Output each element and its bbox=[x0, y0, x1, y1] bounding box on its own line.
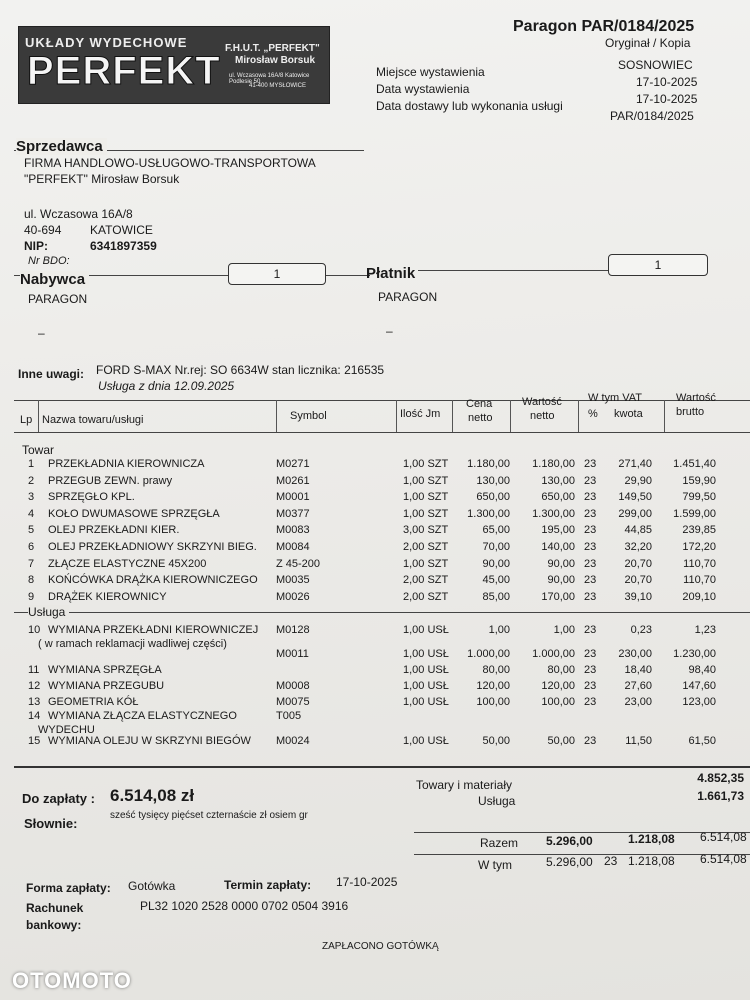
cell-gross: 1.599,00 bbox=[673, 507, 716, 520]
table-row bbox=[0, 735, 750, 751]
table-row bbox=[0, 475, 750, 491]
cell-name: KOŁO DWUMASOWE SPRZĘGŁA bbox=[48, 507, 220, 520]
cell-net: 90,00 bbox=[547, 574, 575, 587]
buyer-heading: Nabywca bbox=[20, 271, 89, 288]
col-divider bbox=[396, 400, 397, 432]
cell-vat-pct: 23 bbox=[584, 680, 597, 692]
amount-in-words: sześć tysięcy pięćset czternaście zł osiem gr bbox=[110, 810, 308, 821]
cell-name: KOŃCÓWKA DRĄŻKA KIEROWNICZEGO bbox=[48, 574, 258, 587]
cell-net: 170,00 bbox=[541, 590, 575, 603]
cell-vat: 20,70 bbox=[624, 557, 652, 570]
cell-name: OLEJ PRZEKŁADNIOWY SKRZYNI BIEG. bbox=[48, 541, 257, 553]
cell-name: PRZEKŁADNIA KIEROWNICZA bbox=[48, 458, 205, 470]
incl-vat-pct: 23 bbox=[604, 854, 618, 868]
cell-symbol: M0075 bbox=[276, 696, 310, 708]
cell-vat-pct: 23 bbox=[584, 557, 597, 570]
cell-gross: 1,23 bbox=[694, 624, 716, 636]
incl-net: 5.296,00 bbox=[546, 855, 593, 869]
cell-name: WYMIANA PRZEGUBU bbox=[48, 680, 165, 692]
document-ref: PAR/0184/2025 bbox=[610, 109, 694, 123]
cell-net: 1.300,00 bbox=[532, 507, 575, 520]
cell-name: ZŁĄCZE ELASTYCZNE 45X200 bbox=[48, 557, 207, 570]
cell-qty: 1,00 SZT bbox=[403, 491, 449, 504]
cell-price: 85,00 bbox=[482, 590, 510, 603]
cell-lp: 14 bbox=[28, 710, 41, 722]
cell-vat: 18,40 bbox=[624, 664, 652, 676]
otomoto-watermark: OTOMOTO bbox=[12, 968, 132, 993]
cell-vat: 39,10 bbox=[624, 590, 652, 603]
seller-nip-label: NIP: bbox=[24, 239, 48, 253]
notes-label: Inne uwagi: bbox=[18, 367, 84, 381]
cell-price: 650,00 bbox=[476, 491, 510, 504]
cell-symbol: M0008 bbox=[276, 680, 310, 692]
service-date: Usługa z dnia 12.09.2025 bbox=[98, 379, 235, 393]
header-symbol: Symbol bbox=[290, 410, 327, 422]
seller-bdo-label: Nr BDO: bbox=[28, 255, 70, 267]
cell-price: 120,00 bbox=[476, 680, 510, 692]
table-row bbox=[0, 558, 750, 574]
payer-heading: Płatnik bbox=[366, 265, 416, 282]
col-divider bbox=[578, 400, 579, 432]
cell-lp: 8 bbox=[28, 574, 35, 587]
cell-qty: 2,00 SZT bbox=[403, 574, 449, 587]
cell-note: ( w ramach reklamacji wadliwej części) bbox=[38, 638, 227, 650]
cell-lp: 1 bbox=[28, 458, 35, 470]
cell-lp: 5 bbox=[28, 524, 35, 537]
cell-lp: 6 bbox=[28, 541, 35, 553]
incl-vat: 1.218,08 bbox=[628, 854, 675, 868]
cell-vat-pct: 23 bbox=[584, 624, 597, 636]
header-name: Nazwa towaru/usługi bbox=[42, 414, 144, 426]
cell-vat-pct: 23 bbox=[584, 541, 597, 553]
cell-qty: 1,00 USŁ bbox=[403, 735, 449, 747]
buyer-box: 1 bbox=[228, 263, 326, 285]
cell-price: 90,00 bbox=[482, 557, 510, 570]
cell-lp: 10 bbox=[28, 624, 41, 636]
seller-nip: 6341897359 bbox=[90, 239, 157, 253]
cell-gross: 147,60 bbox=[682, 680, 716, 692]
cell-qty: 1,00 SZT bbox=[403, 458, 449, 470]
cell-lp: 12 bbox=[28, 680, 41, 692]
cell-gross: 209,10 bbox=[682, 590, 716, 603]
services-divider bbox=[14, 612, 750, 613]
table-row bbox=[0, 680, 750, 696]
table-row bbox=[0, 508, 750, 524]
cell-qty: 3,00 SZT bbox=[403, 524, 449, 537]
logo-brand: PERFEKT bbox=[27, 49, 221, 93]
cell-name: WYMIANA OLEJU W SKRZYNI BIEGÓW bbox=[48, 735, 251, 747]
cell-vat-pct: 23 bbox=[584, 696, 597, 708]
payment-form-value: Gotówka bbox=[128, 879, 176, 893]
cell-name: DRĄŻEK KIEROWNICY bbox=[48, 590, 167, 603]
col-divider bbox=[38, 400, 39, 432]
logo-address-1: ul. Wczasowa 16A/8 Katowice Podlesie 50 bbox=[229, 73, 310, 85]
summary-top-line bbox=[14, 766, 750, 768]
place-label: Miejsce wystawienia bbox=[376, 65, 485, 79]
copy-label: Oryginał / Kopia bbox=[605, 36, 691, 50]
cell-vat: 44,85 bbox=[624, 524, 652, 537]
cell-vat: 230,00 bbox=[618, 648, 652, 660]
buyer-divider-right bbox=[326, 275, 370, 276]
cell-symbol: M0271 bbox=[276, 458, 310, 470]
cell-lp: 7 bbox=[28, 557, 35, 570]
seller-heading: Sprzedawca bbox=[16, 138, 107, 155]
incl-gross: 6.514,08 bbox=[700, 852, 747, 866]
logo-top-text: UKŁADY WYDECHOWE bbox=[25, 35, 188, 50]
cell-vat: 27,60 bbox=[624, 680, 652, 692]
cell-vat-pct: 23 bbox=[584, 458, 597, 470]
table-row bbox=[0, 491, 750, 507]
to-pay-label: Do zapłaty : bbox=[22, 791, 95, 806]
cell-qty: 1,00 USŁ bbox=[403, 648, 449, 660]
incl-label: W tym bbox=[478, 858, 512, 872]
cell-gross: 239,85 bbox=[682, 524, 716, 537]
header-vat-pct: % bbox=[588, 408, 598, 420]
total-label: Razem bbox=[480, 836, 519, 850]
cell-vat-pct: 23 bbox=[584, 507, 597, 520]
cell-symbol: M0084 bbox=[276, 541, 310, 553]
cell-vat-pct: 23 bbox=[584, 664, 597, 676]
cell-vat: 29,90 bbox=[624, 474, 652, 487]
seller-name-1: FIRMA HANDLOWO-USŁUGOWO-TRANSPORTOWA bbox=[24, 156, 316, 170]
cell-name: OLEJ PRZEKŁADNI KIER. bbox=[48, 524, 180, 537]
cell-vat-pct: 23 bbox=[584, 491, 597, 504]
logo-company: F.H.U.T. „PERFEKT" bbox=[225, 43, 320, 54]
cell-vat: 149,50 bbox=[618, 491, 652, 504]
cell-vat-pct: 23 bbox=[584, 648, 597, 660]
table-header-line bbox=[14, 432, 750, 433]
cell-symbol: M0011 bbox=[276, 648, 309, 660]
cell-vat: 0,23 bbox=[630, 624, 652, 636]
table-row bbox=[0, 541, 750, 557]
cell-price: 65,00 bbox=[482, 524, 510, 537]
buyer-name: PARAGON bbox=[28, 292, 88, 306]
cell-vat: 11,50 bbox=[625, 735, 652, 747]
table-row bbox=[0, 648, 750, 664]
cell-symbol: M0377 bbox=[276, 507, 310, 520]
delivery-date-value: 17-10-2025 bbox=[636, 92, 698, 106]
words-label: Słownie: bbox=[24, 816, 78, 831]
cell-net: 1.000,00 bbox=[532, 648, 575, 660]
payment-due-label: Termin zapłaty: bbox=[224, 878, 312, 892]
cell-lp: 13 bbox=[28, 696, 41, 708]
cell-net: 650,00 bbox=[541, 491, 575, 504]
cell-vat: 23,00 bbox=[624, 696, 652, 708]
cell-name: WYMIANA SPRZĘGŁA bbox=[48, 664, 162, 676]
col-divider bbox=[664, 400, 665, 432]
company-logo bbox=[18, 26, 330, 104]
seller-postal: 40-694 bbox=[24, 223, 62, 237]
seller-name-2: "PERFEKT" Mirosław Borsuk bbox=[24, 172, 180, 186]
issue-date-value: 17-10-2025 bbox=[636, 75, 698, 89]
table-row bbox=[0, 624, 750, 650]
notes-text: FORD S-MAX Nr.rej: SO 6634W stan licznika: 216535 bbox=[96, 363, 385, 377]
service-total-value: 1.661,73 bbox=[697, 789, 744, 803]
bank-account-label-2: bankowy: bbox=[26, 918, 82, 932]
cell-symbol: M0026 bbox=[276, 590, 310, 603]
goods-total-value: 4.852,35 bbox=[697, 771, 744, 785]
cell-symbol: M0128 bbox=[276, 624, 310, 636]
cell-net: 120,00 bbox=[541, 680, 575, 692]
cell-note: WYDECHU bbox=[38, 724, 95, 736]
payer-name: PARAGON bbox=[378, 290, 438, 304]
cell-name: PRZEGUB ZEWN. prawy bbox=[48, 474, 173, 487]
cell-qty: 1,00 SZT bbox=[403, 507, 449, 520]
cell-qty: 1,00 SZT bbox=[403, 474, 449, 487]
cell-vat-pct: 23 bbox=[584, 590, 597, 603]
cell-name: WYMIANA ZŁĄCZA ELASTYCZNEGO bbox=[48, 710, 237, 722]
bank-account-label-1: Rachunek bbox=[26, 901, 84, 915]
cell-price: 45,00 bbox=[482, 574, 510, 587]
cell-price: 130,00 bbox=[476, 474, 510, 487]
cell-vat-pct: 23 bbox=[584, 735, 597, 747]
payer-box: 1 bbox=[608, 254, 708, 276]
header-gross-2: brutto bbox=[676, 406, 705, 418]
cell-gross: 159,90 bbox=[682, 474, 716, 487]
header-vat-1: W tym VAT bbox=[588, 392, 642, 404]
header-price-2: netto bbox=[468, 412, 493, 424]
paid-stamp: ZAPŁACONO GOTÓWKĄ bbox=[322, 941, 439, 952]
payer-divider bbox=[418, 270, 610, 271]
seller-street: ul. Wczasowa 16A/8 bbox=[24, 207, 133, 221]
cell-gross: 123,00 bbox=[682, 696, 716, 708]
cell-gross: 172,20 bbox=[682, 541, 716, 553]
to-pay-value: 6.514,08 zł bbox=[110, 786, 195, 805]
table-row bbox=[0, 710, 750, 736]
header-lp: Lp bbox=[20, 414, 33, 426]
cell-net: 100,00 bbox=[541, 696, 575, 708]
table-row bbox=[0, 524, 750, 540]
cell-name: WYMIANA PRZEKŁADNI KIEROWNICZEJ bbox=[48, 624, 259, 636]
payer-dash: – bbox=[386, 324, 393, 338]
cell-gross: 61,50 bbox=[688, 735, 716, 747]
cell-net: 80,00 bbox=[547, 664, 575, 676]
cell-symbol: M0001 bbox=[276, 491, 310, 504]
goods-section-label: Towar bbox=[22, 443, 55, 457]
cell-net: 1,00 bbox=[553, 624, 575, 636]
cell-net: 50,00 bbox=[547, 735, 575, 747]
cell-price: 50,00 bbox=[482, 735, 510, 747]
cell-qty: 1,00 SZT bbox=[403, 557, 449, 570]
cell-symbol: Z 45-200 bbox=[276, 557, 321, 570]
document-title: Paragon PAR/0184/2025 bbox=[513, 18, 695, 35]
cell-net: 195,00 bbox=[541, 524, 575, 537]
cell-gross: 110,70 bbox=[683, 557, 716, 570]
header-value-2: netto bbox=[530, 410, 555, 422]
cell-vat: 20,70 bbox=[624, 574, 652, 587]
cell-price: 80,00 bbox=[482, 664, 510, 676]
cell-qty: 1,00 USŁ bbox=[403, 696, 449, 708]
cell-lp: 15 bbox=[28, 735, 41, 747]
cell-price: 1.000,00 bbox=[467, 648, 510, 660]
place-value: SOSNOWIEC bbox=[618, 58, 693, 72]
cell-qty: 2,00 SZT bbox=[403, 541, 449, 553]
services-section-label: Usługa bbox=[28, 605, 69, 619]
cell-vat-pct: 23 bbox=[584, 574, 597, 587]
total-vat: 1.218,08 bbox=[628, 832, 675, 846]
cell-lp: 3 bbox=[28, 491, 35, 504]
cell-price: 70,00 bbox=[482, 541, 510, 553]
cell-vat: 299,00 bbox=[618, 507, 652, 520]
header-gross-1: Wartość bbox=[676, 392, 716, 404]
cell-gross: 799,50 bbox=[682, 491, 716, 504]
cell-lp: 2 bbox=[28, 474, 35, 487]
cell-lp: 9 bbox=[28, 590, 35, 603]
cell-gross: 98,40 bbox=[688, 664, 716, 676]
cell-lp: 11 bbox=[28, 664, 40, 676]
table-row bbox=[0, 591, 750, 607]
cell-price: 1,00 bbox=[488, 624, 510, 636]
cell-gross: 1.230,00 bbox=[673, 648, 716, 660]
logo-owner: Mirosław Borsuk bbox=[235, 55, 316, 66]
cell-symbol: M0261 bbox=[276, 474, 310, 487]
cell-vat-pct: 23 bbox=[584, 524, 597, 537]
cell-net: 90,00 bbox=[547, 557, 575, 570]
cell-vat: 32,20 bbox=[624, 541, 652, 553]
cell-net: 1.180,00 bbox=[532, 458, 575, 470]
cell-qty: 1,00 USŁ bbox=[403, 680, 449, 692]
header-vat-amount: kwota bbox=[614, 408, 643, 420]
cell-name: SPRZĘGŁO KPL. bbox=[48, 491, 135, 504]
total-gross: 6.514,08 bbox=[700, 830, 747, 844]
seller-city: KATOWICE bbox=[90, 223, 153, 237]
delivery-date-label: Data dostawy lub wykonania usługi bbox=[376, 99, 563, 113]
cell-qty: 2,00 SZT bbox=[403, 590, 449, 603]
cell-symbol: M0035 bbox=[276, 574, 310, 587]
cell-price: 1.300,00 bbox=[467, 507, 510, 520]
cell-qty: 1,00 USŁ bbox=[403, 624, 449, 636]
payment-due-value: 17-10-2025 bbox=[336, 875, 398, 889]
payment-form-label: Forma zapłaty: bbox=[26, 881, 111, 895]
cell-symbol: T005 bbox=[276, 710, 302, 722]
buyer-dash: – bbox=[38, 326, 45, 340]
cell-symbol: M0024 bbox=[276, 735, 310, 747]
total-net: 5.296,00 bbox=[546, 834, 593, 848]
bank-account-number: PL32 1020 2528 0000 0702 0504 3916 bbox=[140, 899, 349, 913]
col-divider bbox=[510, 400, 511, 432]
table-row bbox=[0, 458, 750, 474]
cell-price: 1.180,00 bbox=[467, 458, 510, 470]
service-total-label: Usługa bbox=[478, 794, 516, 808]
cell-price: 100,00 bbox=[476, 696, 510, 708]
table-row bbox=[0, 664, 750, 680]
header-value-1: Wartość bbox=[522, 396, 562, 408]
cell-gross: 1.451,40 bbox=[673, 458, 716, 470]
cell-gross: 110,70 bbox=[683, 574, 716, 587]
cell-name: GEOMETRIA KÓŁ bbox=[48, 696, 139, 708]
cell-lp: 4 bbox=[28, 507, 35, 520]
col-divider bbox=[452, 400, 453, 432]
issue-date-label: Data wystawienia bbox=[376, 82, 470, 96]
cell-net: 130,00 bbox=[541, 474, 575, 487]
cell-symbol: M0083 bbox=[276, 524, 310, 537]
col-divider bbox=[276, 400, 277, 432]
header-price-1: Cena bbox=[466, 398, 493, 410]
cell-vat-pct: 23 bbox=[584, 474, 597, 487]
cell-vat: 271,40 bbox=[618, 458, 652, 470]
goods-total-label: Towary i materiały bbox=[416, 778, 513, 792]
cell-net: 140,00 bbox=[541, 541, 575, 553]
header-qty: Ilość Jm bbox=[400, 408, 441, 420]
table-row bbox=[0, 574, 750, 590]
logo-address-2: 41-400 MYSŁOWICE bbox=[249, 83, 307, 89]
cell-qty: 1,00 USŁ bbox=[403, 664, 449, 676]
